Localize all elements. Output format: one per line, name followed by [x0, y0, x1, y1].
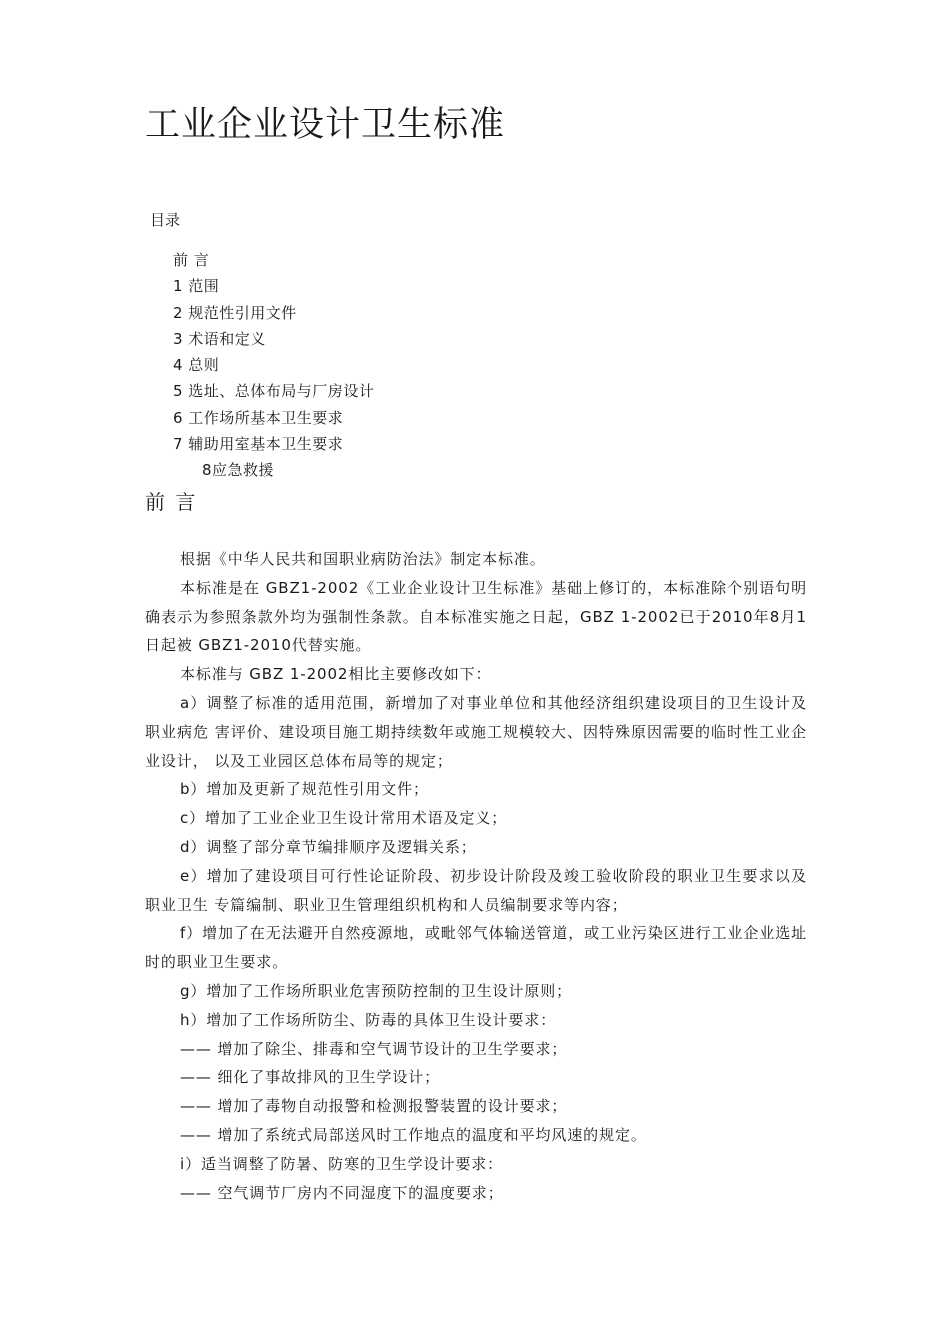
foreword-heading: 前 言 [145, 490, 198, 514]
list-item: d）调整了部分章节编排顺序及逻辑关系； [180, 837, 477, 856]
paragraph: 本标准是在 GBZ1-2002《工业企业设计卫生标准》基础上修订的，本标准除个别语句明确表示为参照条款外均为强制性条款。自本标准实施之日起，GBZ 1-2002已于2010年8月1日起被 GBZ1-2010代替实施。 [145, 578, 807, 655]
foreword-body [145, 545, 807, 1207]
paragraph: 根据《中华人民共和国职业病防治法》制定本标准。 [180, 550, 546, 568]
paragraph: 本标准与 GBZ 1-2002相比主要修改如下： [180, 665, 492, 684]
toc-item-general[interactable]: 4 总则 [173, 356, 220, 375]
document-title: 工业企业设计卫生标准 [145, 105, 506, 145]
toc-item-emergency-rescue[interactable]: 8应急救援 [202, 461, 275, 480]
toc-item-foreword[interactable]: 前 言 [173, 251, 210, 269]
toc-item-site-layout[interactable]: 5 选址、总体布局与厂房设计 [173, 382, 375, 401]
toc-heading: 目录 [150, 211, 181, 229]
list-item: e）增加了建设项目可行性论证阶段、初步设计阶段及竣工验收阶段的职业卫生要求以及职业卫生 专篇编制、职业卫生管理组织机构和人员编制要求等内容； [145, 866, 807, 914]
list-item: g）增加了工作场所职业危害预防控制的卫生设计原则； [180, 981, 573, 1000]
dash-item: —— 空气调节厂房内不同湿度下的温度要求； [180, 1183, 504, 1202]
toc-item-scope[interactable]: 1 范围 [173, 277, 220, 296]
toc-item-auxiliary-rooms[interactable]: 7 辅助用室基本卫生要求 [173, 435, 344, 454]
dash-item: —— 增加了毒物自动报警和检测报警装置的设计要求； [180, 1097, 568, 1116]
list-item: b）增加及更新了规范性引用文件； [180, 780, 429, 799]
toc-item-workplace-requirements[interactable]: 6 工作场所基本卫生要求 [173, 408, 344, 427]
table-of-contents [173, 247, 374, 484]
list-item: f）增加了在无法避开自然疫源地，或毗邻气体输送管道，或工业污染区进行工业企业选址时的职业卫生要求。 [145, 924, 807, 972]
dash-item: —— 增加了系统式局部送风时工作地点的温度和平均风速的规定。 [180, 1125, 647, 1144]
toc-item-terms-definitions[interactable]: 3 术语和定义 [173, 329, 266, 348]
list-item: c）增加了工业企业卫生设计常用术语及定义； [180, 809, 508, 828]
list-item: a）调整了标准的适用范围，新增加了对事业单位和其他经济组织建设项目的卫生设计及职业病危 害评价、建设项目施工期持续数年或施工规模较大、因特殊原因需要的临时性工业企业设计， 以及工业园区总体布局等的规定； [145, 693, 807, 770]
list-item: i）适当调整了防暑、防寒的卫生学设计要求： [180, 1154, 504, 1173]
dash-item: —— 细化了事故排风的卫生学设计； [180, 1068, 441, 1087]
list-item: h）增加了工作场所防尘、防毒的具体卫生设计要求： [180, 1010, 557, 1029]
toc-item-normative-references[interactable]: 2 规范性引用文件 [173, 303, 297, 322]
dash-item: —— 增加了除尘、排毒和空气调节设计的卫生学要求； [180, 1039, 568, 1058]
